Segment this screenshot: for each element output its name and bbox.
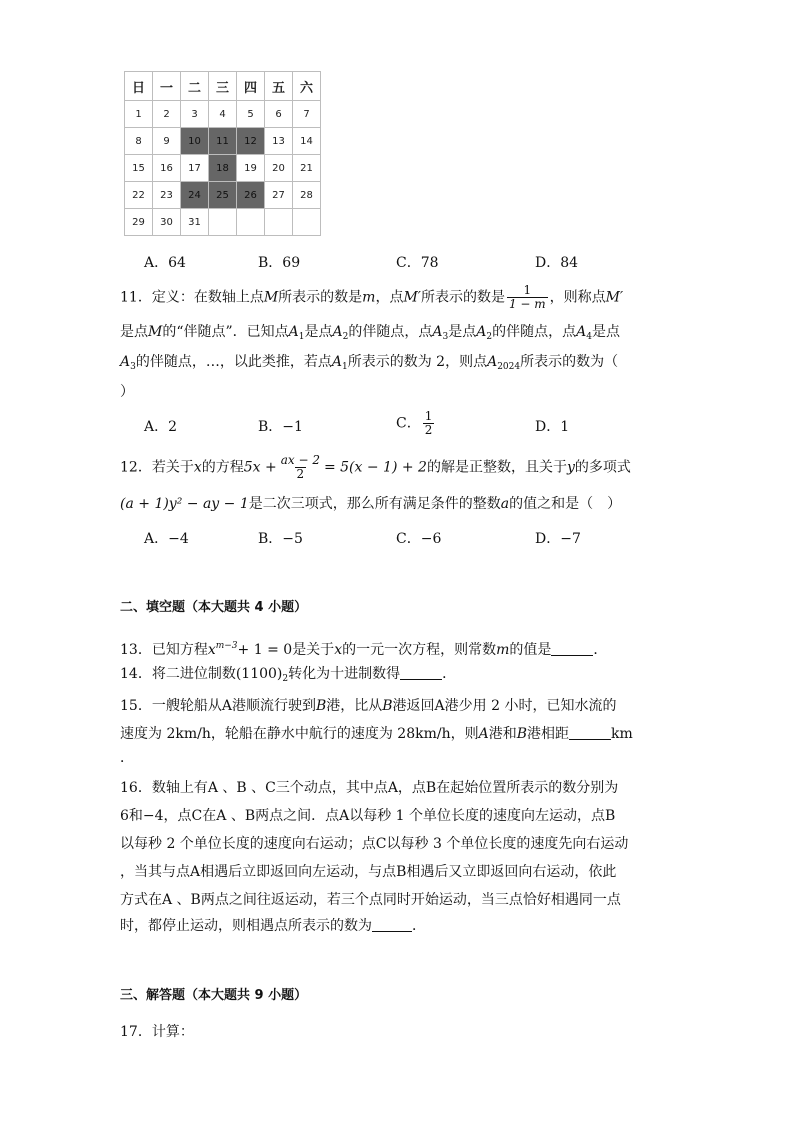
calendar-day-cell: 6 — [265, 101, 293, 128]
calendar-day-cell: 10 — [181, 128, 209, 155]
math-var: A — [487, 354, 498, 370]
equation-right: = 5(x − 1) + 2 — [323, 459, 427, 476]
q10-option-c: C．78 — [396, 255, 439, 271]
q13-text: 是关于 — [292, 642, 335, 658]
q11-text: 的“伴随点”．已知点 — [162, 324, 289, 340]
q11-text: 11．定义：在数轴上点 — [120, 289, 264, 306]
q11-option-d: D．1 — [535, 419, 570, 435]
calendar-day-cell: 17 — [181, 155, 209, 182]
fraction-numerator: 1 — [424, 409, 433, 423]
point-label: B — [315, 698, 327, 714]
q10-option-d: D．84 — [535, 255, 579, 271]
q16-text: 时，都停止运动，则相遇点所表示的数为 — [120, 918, 372, 934]
point-label: A — [434, 698, 445, 714]
q14-text: 转化为十进制数得 — [288, 666, 401, 682]
q11-text: 是点 — [448, 324, 477, 340]
calendar-day-cell: 18 — [209, 155, 237, 182]
calendar-weekday-header: 五 — [265, 72, 293, 101]
calendar-day-cell: 7 — [293, 101, 321, 128]
calendar-weekday-header: 三 — [209, 72, 237, 101]
q11-text: ，点 — [375, 289, 404, 306]
calendar-weekday-header: 二 — [181, 72, 209, 101]
q13-text: 13．已知方程 — [120, 642, 208, 658]
fraction-denominator: 2 — [296, 467, 305, 481]
q10-option-b: B．69 — [258, 255, 301, 271]
calendar-day-cell: 8 — [125, 128, 153, 155]
calendar-day-cell: 13 — [265, 128, 293, 155]
q15-line-3: ． — [120, 750, 134, 766]
q12-text: 的解是正整数，且关于 — [426, 459, 567, 476]
q11-option-c-fraction — [423, 410, 435, 437]
calendar-day-cell: 3 — [181, 101, 209, 128]
q11-line-3 — [120, 352, 618, 377]
math-var: A — [432, 324, 443, 340]
q14-line — [120, 664, 456, 689]
q16-line-4: ，当其与点A相遇后立即返回向左运动，与点B相遇后又立即返回向右运动，依此 — [120, 864, 617, 880]
q16-line-3: 以每秒 2 个单位长度的速度向右运动；点C以每秒 3 个单位长度的速度先向右运动 — [120, 836, 629, 852]
q11-line-4: ） — [120, 384, 134, 400]
answer-blank[interactable] — [372, 917, 412, 932]
calendar-week-row — [125, 128, 321, 155]
calendar-weekday-header: 六 — [293, 72, 321, 101]
answer-blank[interactable] — [569, 725, 611, 740]
subscript: 4 — [586, 332, 592, 342]
fraction-numerator: 1 — [523, 283, 532, 297]
q15-line-1 — [120, 696, 616, 716]
q12-text: 的值之和是（ ） — [509, 496, 622, 512]
calendar-day-cell: 14 — [293, 128, 321, 155]
q15-text: 港少用 2 小时，已知水流的 — [444, 698, 617, 714]
q15-text: 港顺流行驶到 — [231, 698, 316, 714]
math-var: M — [263, 289, 279, 306]
point-label: B — [516, 726, 528, 742]
q12-text: 的多项式 — [574, 459, 631, 476]
q11-text: 所表示的数是 — [278, 289, 363, 306]
equation-rest: + 1 = 0 — [237, 642, 293, 658]
math-var: m — [362, 289, 376, 306]
subscript: 1 — [298, 332, 305, 342]
calendar-day-cell: 27 — [265, 182, 293, 209]
subscript: 2024 — [497, 362, 521, 372]
subscript: 2 — [486, 332, 493, 342]
q11-text: 的伴随点，点 — [348, 324, 433, 340]
subscript: 3 — [442, 332, 449, 342]
q17-line: 17．计算： — [120, 1024, 194, 1040]
calendar-weekday-header: 一 — [153, 72, 181, 101]
calendar-header-row — [125, 72, 321, 101]
math-var: m — [496, 642, 510, 658]
q11-option-a: A．2 — [144, 419, 178, 435]
q12-option-d: D．−7 — [535, 531, 581, 547]
section-title-solve: 三、解答题（本大题共 9 小题） — [120, 988, 308, 1003]
q12-option-c: C．−6 — [396, 531, 442, 547]
q11-fraction — [507, 284, 548, 311]
q13-text: 的一元一次方程，则常数 — [342, 642, 497, 658]
q15-text: 港返回 — [392, 698, 435, 714]
q10-option-a: A．64 — [144, 255, 186, 271]
calendar-day-cell: 21 — [293, 155, 321, 182]
q12-text: 是二次三项式，那么所有满足条件的整数 — [248, 496, 501, 512]
math-var: x — [334, 642, 343, 658]
q12-text: 12．若关于 — [120, 459, 194, 476]
q14-text: 14．将二进位制数 — [120, 666, 236, 682]
q13-text: 的值是 — [509, 642, 552, 658]
subscript: 3 — [130, 362, 136, 372]
q11-text: 的伴随点，点 — [492, 324, 577, 340]
q11-text: 所表示的数为（ — [520, 354, 619, 370]
q11-text: ，则称点 — [549, 289, 606, 306]
calendar-day-cell: 9 — [153, 128, 181, 155]
q16-text: ． — [412, 918, 426, 934]
calendar-day-cell: 23 — [153, 182, 181, 209]
calendar-day-cell: 25 — [209, 182, 237, 209]
q15-text: 速度为 2km/h，轮船在静水中航行的速度为 28km/h，则 — [120, 726, 479, 742]
q12-fraction — [279, 454, 322, 481]
calendar-table — [124, 71, 321, 236]
q15-text: km — [611, 726, 633, 742]
q15-text: 港相距 — [527, 726, 570, 742]
polynomial: (a + 1)y² − ay − 1 — [120, 496, 249, 512]
calendar-day-cell: 12 — [237, 128, 265, 155]
subscript: 1 — [341, 362, 348, 372]
q12-line-2 — [120, 494, 621, 514]
fraction-numerator: ax − 2 — [280, 453, 320, 467]
calendar-day-cell — [293, 209, 321, 236]
q13-line — [120, 636, 607, 660]
calendar-day-cell: 5 — [237, 101, 265, 128]
math-var: M — [148, 324, 163, 340]
binary-number: (1100) — [235, 666, 283, 682]
calendar-week-row — [125, 182, 321, 209]
q13-text: ． — [593, 642, 608, 658]
calendar-day-cell: 28 — [293, 182, 321, 209]
math-var: M′ — [403, 289, 421, 306]
q11-text: 的伴随点，…，以此类推，若点 — [135, 354, 332, 370]
answer-blank[interactable] — [551, 641, 593, 656]
answer-blank[interactable] — [400, 665, 442, 680]
equation-left: 5x + — [243, 459, 277, 476]
calendar-day-cell: 15 — [125, 155, 153, 182]
q12-line-1 — [120, 454, 631, 481]
calendar-day-cell: 20 — [265, 155, 293, 182]
q15-text: 15．一艘轮船从 — [120, 698, 222, 714]
calendar-weekday-header: 日 — [125, 72, 153, 101]
point-label: B — [382, 698, 393, 714]
q11-text: 是点 — [591, 324, 620, 340]
math-var: x — [207, 642, 216, 658]
q15-text: 港和 — [488, 726, 517, 742]
math-var: M′ — [605, 289, 624, 306]
q11-option-b: B．−1 — [258, 419, 303, 435]
q16-line-1: 16．数轴上有A 、B 、C三个动点，其中点A，点B在起始位置所表示的数分别为 — [120, 780, 619, 796]
calendar-day-cell: 30 — [153, 209, 181, 236]
q16-line-2: 6和−4，点C在A 、B两点之间．点A以每秒 1 个单位长度的速度向左运动，点B — [120, 808, 616, 824]
option-prefix: C． — [396, 415, 421, 432]
math-var: A — [331, 354, 342, 370]
calendar-day-cell: 4 — [209, 101, 237, 128]
calendar-day-cell: 11 — [209, 128, 237, 155]
q15-line-2 — [120, 724, 633, 744]
q11-text: 所表示的数为 2，则点 — [347, 354, 488, 370]
q12-option-b: B．−5 — [258, 531, 303, 547]
fraction-denominator: 2 — [424, 423, 433, 437]
calendar-day-cell: 31 — [181, 209, 209, 236]
calendar-day-cell — [237, 209, 265, 236]
calendar-day-cell: 16 — [153, 155, 181, 182]
q15-text: 港，比从 — [326, 698, 383, 714]
math-var: A — [332, 324, 343, 340]
q12-text: 的方程 — [201, 459, 244, 476]
superscript: m−3 — [215, 641, 238, 651]
point-label: A — [478, 726, 489, 742]
math-var: y — [566, 459, 575, 476]
section-title-fill-in: 二、填空题（本大题共 4 小题） — [120, 600, 308, 615]
calendar-day-cell: 24 — [181, 182, 209, 209]
fraction-denominator: 1 − m — [508, 297, 546, 311]
math-var: A — [476, 324, 487, 340]
calendar-day-cell: 29 — [125, 209, 153, 236]
math-var: a — [500, 496, 510, 512]
calendar-week-row — [125, 155, 321, 182]
calendar-weekday-header: 四 — [237, 72, 265, 101]
math-var: x — [193, 459, 202, 476]
q16-line-6 — [120, 916, 426, 936]
calendar-day-cell: 1 — [125, 101, 153, 128]
calendar-day-cell: 19 — [237, 155, 265, 182]
subscript: 2 — [282, 674, 289, 684]
math-var: A — [576, 324, 587, 340]
math-var: A — [120, 354, 131, 370]
q11-text: 是点 — [304, 324, 333, 340]
subscript: 2 — [342, 332, 349, 342]
q14-text: ． — [442, 666, 457, 682]
q11-line-2 — [120, 322, 620, 347]
q11-option-c — [396, 410, 436, 437]
calendar-day-cell — [265, 209, 293, 236]
q11-text: 是点 — [120, 324, 148, 340]
math-var: A — [288, 324, 299, 340]
calendar-week-row — [125, 101, 321, 128]
calendar-week-row — [125, 209, 321, 236]
calendar-day-cell — [209, 209, 237, 236]
q11-text: 所表示的数是 — [420, 289, 505, 306]
calendar-day-cell: 22 — [125, 182, 153, 209]
calendar-day-cell: 2 — [153, 101, 181, 128]
calendar-day-cell: 26 — [237, 182, 265, 209]
q12-option-a: A．−4 — [144, 531, 189, 547]
q11-line-1 — [120, 284, 623, 311]
q16-line-5: 方式在A 、B两点之间往返运动，若三个点同时开始运动，当三点恰好相遇同一点 — [120, 892, 621, 908]
point-label: A — [221, 698, 232, 714]
